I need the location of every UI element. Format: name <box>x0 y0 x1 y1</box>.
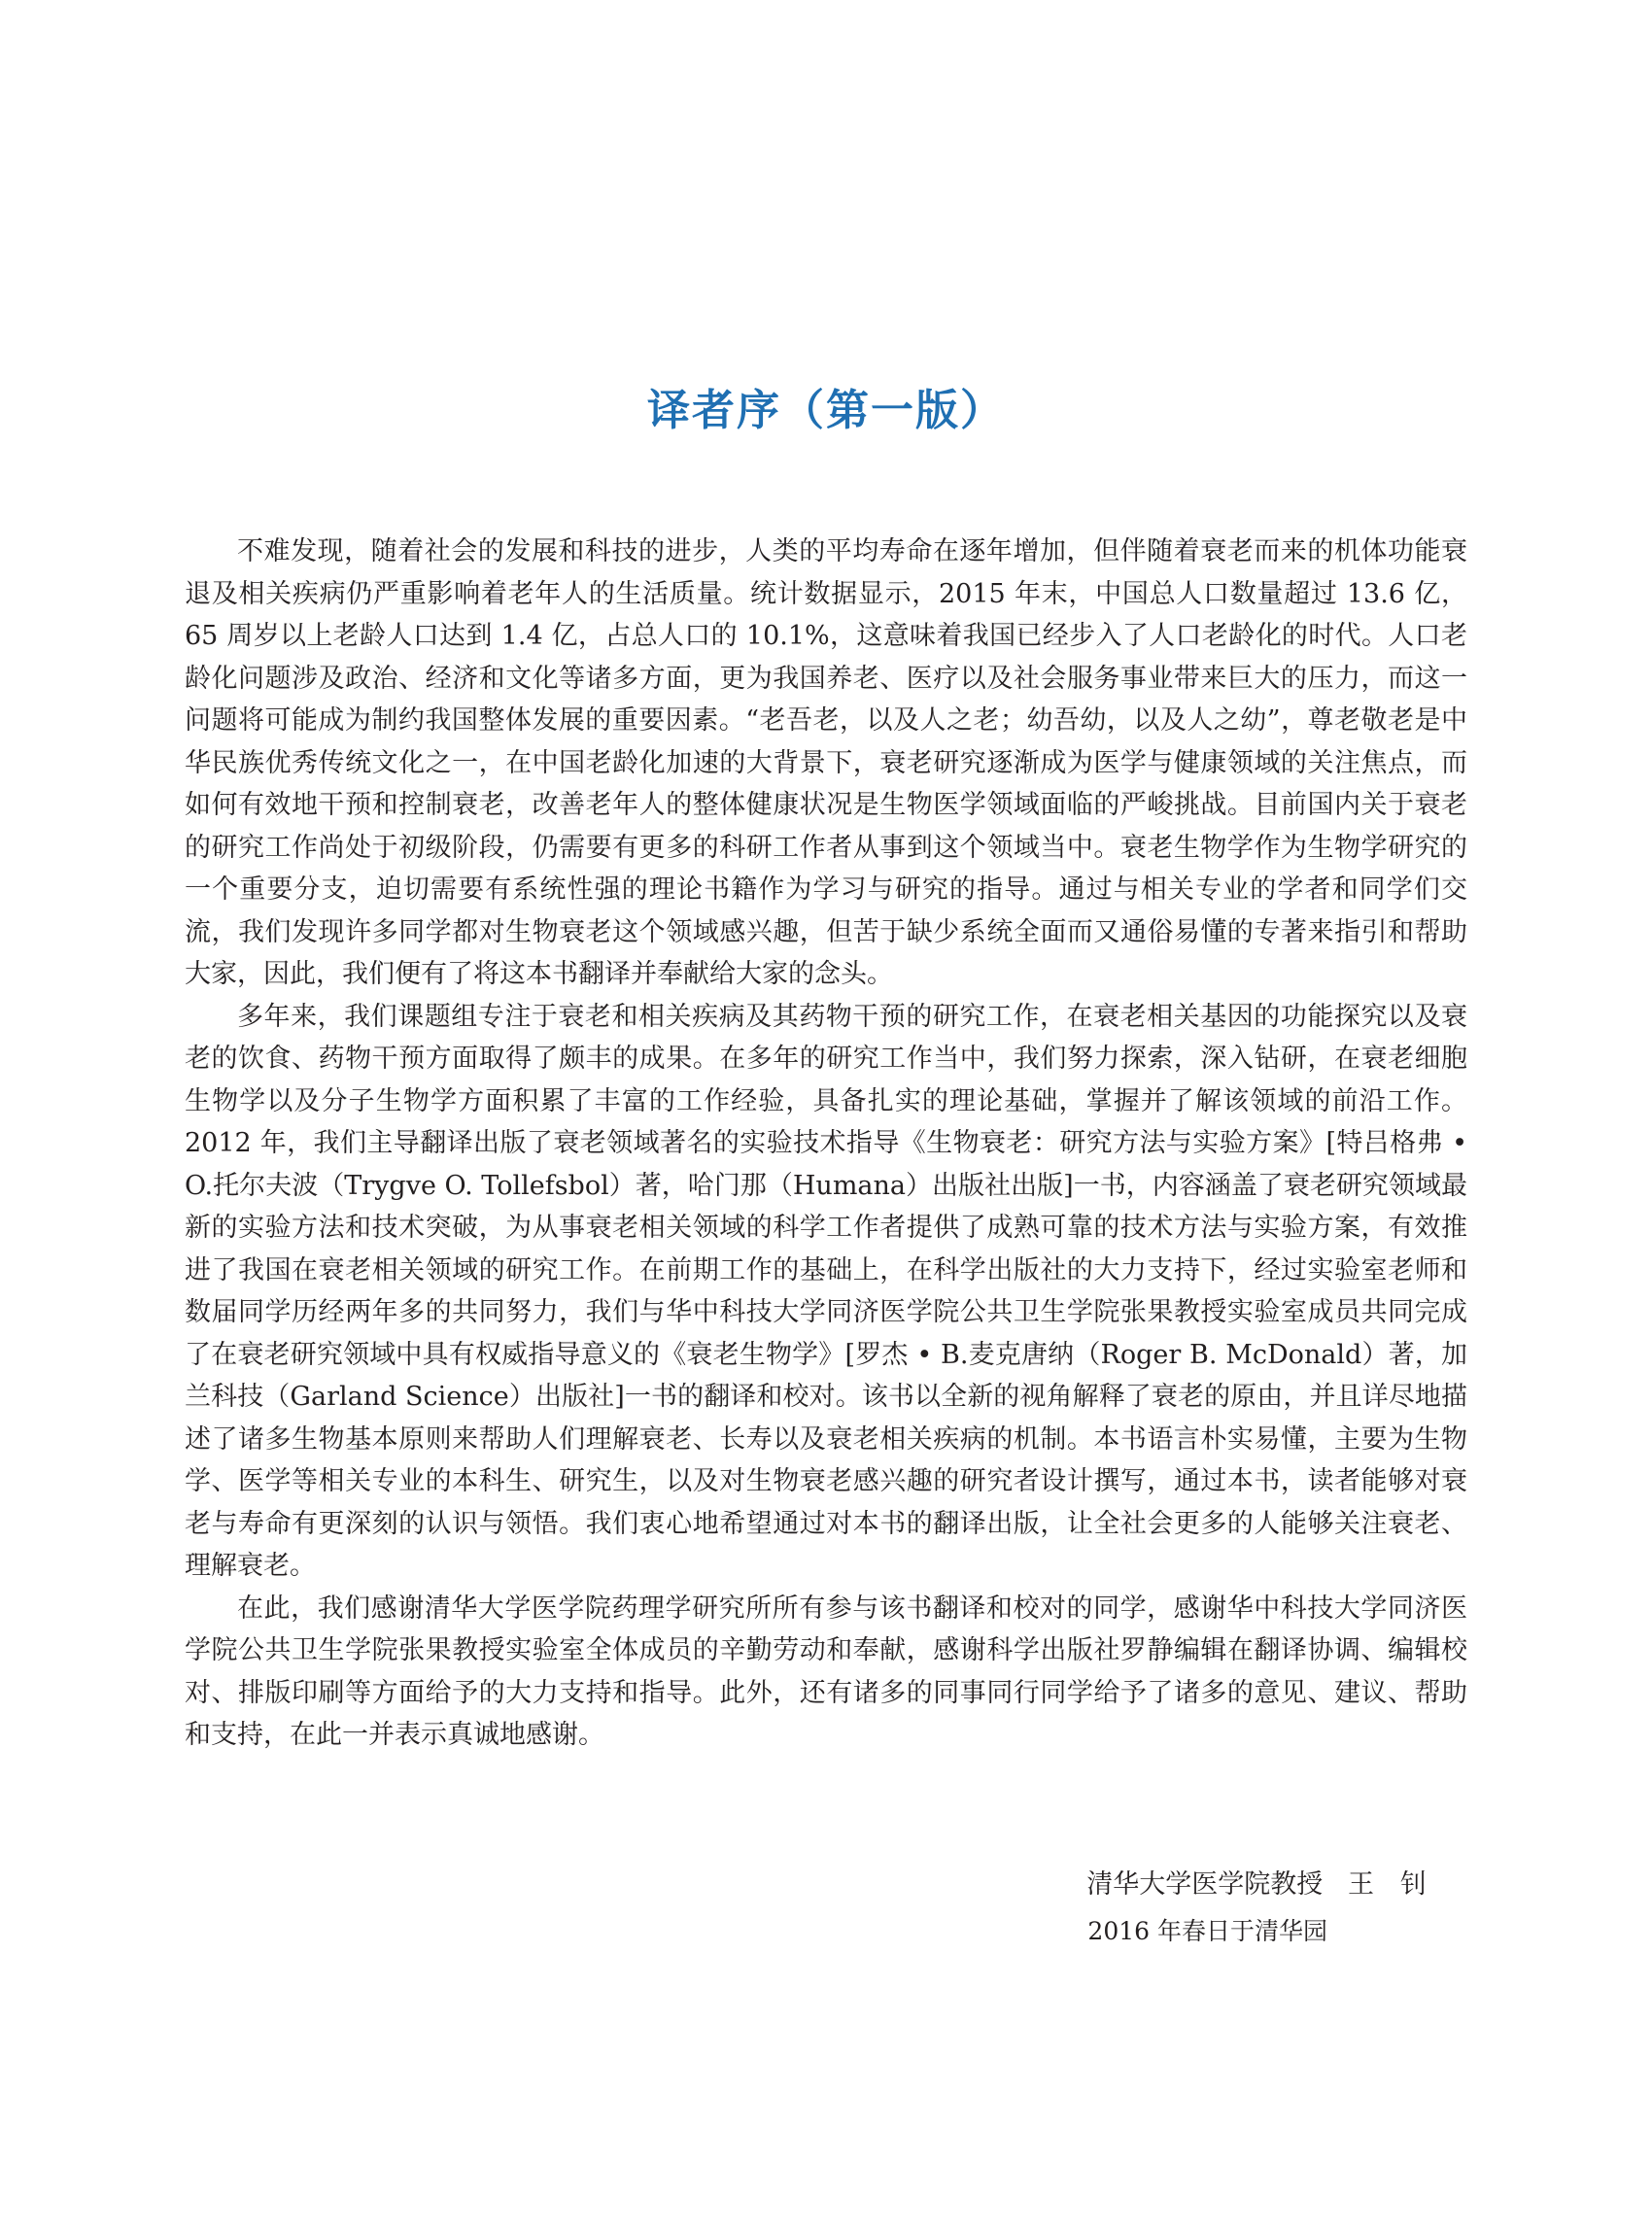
signature-name: 王 钊 <box>1348 1869 1427 1900</box>
page-title: 译者序（第一版） <box>647 386 1005 435</box>
signature-block <box>1086 1864 1427 1953</box>
paragraph-2: 多年来，我们课题组专注于衰老和相关疾病及其药物干预的研究工作，在衰老相关基因的功能探究以及衰老的饮食、药物干预方面取得了颇丰的成果。在多年的研究工作当中，我们努力探索，深入钻研，在衰老细胞生物学以及分子生物学方面积累了丰富的工作经验，具备扎实的理论基础，掌握并了解该领域的前沿工作。2012 年，我们主导翻译出版了衰老领域著名的实验技术指导《生物衰老：研究方法与实验方案》[特吕格弗 • O.托尔夫波（Trygve O. Tollefsbol）著，哈门那（Humana）出版社出版]一书，内容涵盖了衰老研究领域最新的实验方法和技术突破，为从事衰老相关领域的科学工作者提供了成熟可靠的技术方法与实验方案，有效推进了我国在衰老相关领域的研究工作。在前期工作的基础上，在科学出版社的大力支持下，经过实验室老师和数届同学历经两年多的共同努力，我们与华中科技大学同济医学院公共卫生学院张果教授实验室成员共同完成了在衰老研究领域中具有权威指导意义的《衰老生物学》[罗杰 • B.麦克唐纳（Roger B. McDonald）著，加兰科技（Garland Science）出版社]一书的翻译和校对。该书以全新的视角解释了衰老的原由，并且详尽地描述了诸多生物基本原则来帮助人们理解衰老、长寿以及衰老相关疾病的机制。本书语言朴实易懂，主要为生物学、医学等相关专业的本科生、研究生，以及对生物衰老感兴趣的研究者设计撰写，通过本书，读者能够对衰老与寿命有更深刻的认识与领悟。我们衷心地希望通过对本书的翻译出版，让全社会更多的人能够关注衰老、理解衰老。 <box>185 1001 1467 1581</box>
signature-line <box>1086 1864 1427 1906</box>
signature-affiliation: 清华大学医学院教授 <box>1086 1869 1324 1900</box>
preface-body <box>185 531 1467 1757</box>
paragraph-3: 在此，我们感谢清华大学医学院药理学研究所所有参与该书翻译和校对的同学，感谢华中科技大学同济医学院公共卫生学院张果教授实验室全体成员的辛勤劳动和奉献，感谢科学出版社罗静编辑在翻译协调、编辑校对、排版印刷等方面给予的大力支持和指导。此外，还有诸多的同事同行同学给予了诸多的意见、建议、帮助和支持，在此一并表示真诚地感谢。 <box>185 1593 1467 1750</box>
signature-date: 2016 年春日于清华园 <box>1087 1917 1327 1945</box>
paragraph-1: 不难发现，随着社会的发展和科技的进步，人类的平均寿命在逐年增加，但伴随着衰老而来的机体功能衰退及相关疾病仍严重影响着老年人的生活质量。统计数据显示，2015 年末，中国总人口数量超过 13.6 亿，65 周岁以上老龄人口达到 1.4 亿，占总人口的 10.1%，这意味着我国已经步入了人口老龄化的时代。人口老龄化问题涉及政治、经济和文化等诸多方面，更为我国养老、医疗以及社会服务事业带来巨大的压力，而这一问题将可能成为制约我国整体发展的重要因素。“老吾老，以及人之老；幼吾幼，以及人之幼”，尊老敬老是中华民族优秀传统文化之一，在中国老龄化加速的大背景下，衰老研究逐渐成为医学与健康领域的关注焦点，而如何有效地干预和控制衰老，改善老年人的整体健康状况是生物医学领域面临的严峻挑战。目前国内关于衰老的研究工作尚处于初级阶段，仍需要有更多的科研工作者从事到这个领域当中。衰老生物学作为生物学研究的一个重要分支，迫切需要有系统性强的理论书籍作为学习与研究的指导。通过与相关专业的学者和同学们交流，我们发现许多同学都对生物衰老这个领域感兴趣，但苦于缺少系统全面而又通俗易懂的专著来指引和帮助大家，因此，我们便有了将这本书翻译并奉献给大家的念头。 <box>185 536 1467 989</box>
